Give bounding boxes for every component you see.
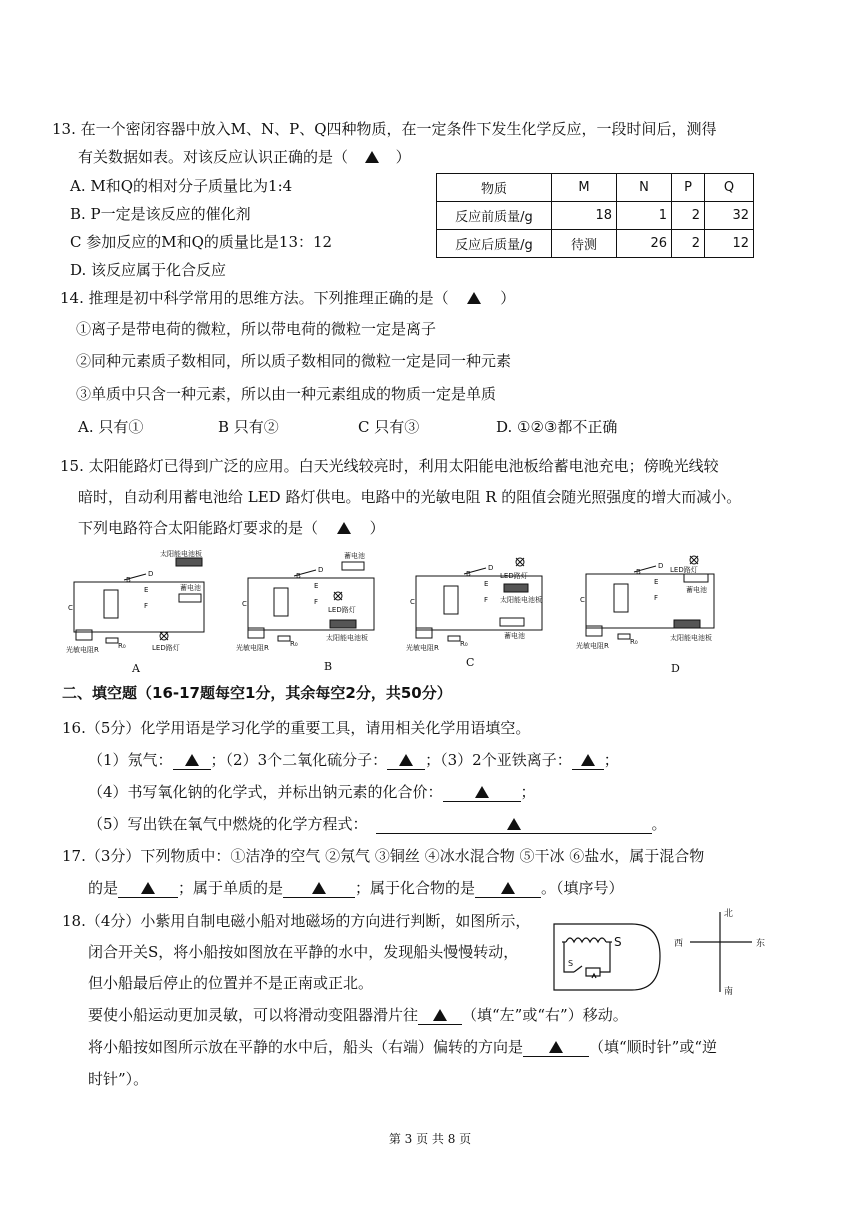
photoresistor-label: 光敏电阻R <box>576 642 609 650</box>
table-cell: 反应前质量/g <box>437 202 552 230</box>
led-label: LED路灯 <box>670 566 698 574</box>
terminal-f-label: F <box>144 602 149 610</box>
table-cell: 2 <box>672 202 705 230</box>
solar-panel-icon <box>674 620 700 628</box>
solar-panel-icon <box>330 620 356 628</box>
q16-part-5-label: （5）写出铁在氧气中燃烧的化学方程式： <box>88 815 368 833</box>
table-cell: 物质 <box>437 174 552 202</box>
compass-diagram <box>672 906 770 998</box>
table-cell: 2 <box>672 230 705 258</box>
circuit-diagram-b <box>234 548 384 666</box>
table-cell: Q <box>705 174 754 202</box>
q18-line2: 闭合开关S，将小船按如图放在平静的水中，发现船头慢慢转动， <box>88 943 519 961</box>
q14-option-a: A. 只有① <box>78 418 144 436</box>
terminal-b-label: B <box>296 572 301 580</box>
compass-north-label: 北 <box>724 909 734 919</box>
terminal-f-label: F <box>484 596 489 604</box>
q13-option-a: A. M和Q的相对分子质量比为1:4 <box>70 177 293 195</box>
q15-line3-end: ） <box>369 519 385 537</box>
table-row <box>437 202 754 230</box>
q16-part-4-end: ； <box>520 783 536 801</box>
q13-option-d: D. 该反应属于化合反应 <box>70 261 227 279</box>
terminal-e-label: E <box>144 586 149 594</box>
q15-line3-text: 下列电路符合太阳能路灯要求的是（ <box>78 519 319 537</box>
terminal-b-label: B <box>636 568 641 576</box>
table-cell: 待测 <box>552 230 617 258</box>
terminal-c-label: C <box>580 596 585 604</box>
answer-blank[interactable] <box>118 879 178 898</box>
table-cell: 1 <box>617 202 672 230</box>
terminal-c-label: C <box>68 604 73 612</box>
q16-part-5 <box>88 813 667 834</box>
terminal-e-label: E <box>314 582 319 590</box>
answer-triangle-icon <box>433 1009 447 1021</box>
resistor-r0-icon <box>618 634 630 639</box>
terminal-e-label: E <box>484 580 489 588</box>
answer-triangle-icon <box>312 882 326 894</box>
solar-panel-icon <box>176 558 202 566</box>
answer-triangle-icon <box>581 754 595 766</box>
boat-hull <box>554 924 660 990</box>
answer-triangle-icon <box>467 292 481 304</box>
q13-stem-line1: 13. 在一个密闭容器中放入M、N、P、Q四种物质，在一定条件下发生化学反应，一段时间后，测得 <box>52 120 717 138</box>
q16-part-4 <box>88 781 536 802</box>
terminal-b-label: B <box>466 570 471 578</box>
q14-option-c: C 只有③ <box>358 418 420 436</box>
q15-line3 <box>78 517 385 538</box>
q15-line2: 暗时，自动利用蓄电池给 LED 路灯供电。电路中的光敏电阻 R 的阻值会随光照强度的增大而减小。 <box>78 488 742 506</box>
solar-label: 太阳能电池板 <box>670 634 712 642</box>
electromagnetic-boat-diagram <box>552 916 664 998</box>
table-cell: 18 <box>552 202 617 230</box>
q18-line5-text: 将小船按如图所示放在平静的水中后，船头（右端）偏转的方向是 <box>88 1038 524 1056</box>
answer-triangle-icon <box>399 754 413 766</box>
electromagnet-icon <box>104 590 118 618</box>
q16-part-1-label: （1）氖气： <box>88 751 173 769</box>
q17-stem: 17.（3分）下列物质中：①洁净的空气 ②氖气 ③铜丝 ④冰水混合物 ⑤干冰 ⑥盐水，属于混合物 <box>62 847 705 865</box>
table-cell: N <box>617 174 672 202</box>
q17-answers <box>88 877 624 898</box>
circuit-a-caption: A <box>132 662 140 675</box>
answer-triangle-icon <box>507 818 521 830</box>
q13-stem-end: ） <box>395 148 411 166</box>
q17-end: 。（填序号） <box>541 879 624 897</box>
q18-line4-text: 要使小船运动更加灵敏，可以将滑动变阻器滑片往 <box>88 1006 419 1024</box>
section-title: 二、填空题（16-17题每空1分，其余每空2分，共50分） <box>62 684 452 702</box>
q18-line4 <box>88 1004 628 1025</box>
answer-blank[interactable] <box>475 879 541 898</box>
terminal-d-label: D <box>488 564 494 572</box>
q17-mixture-label: 的是 <box>88 879 119 897</box>
circuit-d-caption: D <box>671 662 680 675</box>
electromagnet-icon <box>274 588 288 616</box>
battery-icon <box>684 574 708 582</box>
q16-part-1-3 <box>88 749 619 770</box>
r0-label: R₀ <box>630 638 638 646</box>
q16-stem: 16.（5分）化学用语是学习化学的重要工具，请用相关化学用语填空。 <box>62 719 531 737</box>
q16-part-5-end: 。 <box>651 815 667 833</box>
terminal-f-label: F <box>314 598 319 606</box>
led-label: LED路灯 <box>500 572 528 580</box>
terminal-f-label: F <box>654 594 659 602</box>
photoresistor-label: 光敏电阻R <box>406 644 439 652</box>
answer-blank[interactable] <box>572 751 604 770</box>
table-header-row <box>437 174 754 202</box>
circuit-diagram-c <box>404 548 554 666</box>
switch-icon <box>574 966 582 972</box>
q14-option-d: D. ①②③都不正确 <box>496 418 618 436</box>
q13-stem-line2 <box>78 146 411 167</box>
battery-label: 蓄电池 <box>344 552 365 560</box>
coil-icon <box>566 938 606 942</box>
switch-s-label: S <box>568 959 574 968</box>
compass-south-label: 南 <box>724 987 734 997</box>
terminal-c-label: C <box>410 598 415 606</box>
table-cell: 26 <box>617 230 672 258</box>
table-cell: M <box>552 174 617 202</box>
circuit-diagram-a <box>64 548 214 666</box>
battery-icon <box>342 562 364 570</box>
r0-label: R₀ <box>118 642 126 650</box>
answer-blank[interactable] <box>173 751 211 770</box>
compass-west-label: 西 <box>674 939 684 949</box>
solar-label: 太阳能电池板 <box>500 596 542 604</box>
q13-stem-text: 有关数据如表。对该反应认识正确的是（ <box>78 148 349 166</box>
battery-icon <box>500 618 524 626</box>
answer-blank[interactable] <box>283 879 355 898</box>
battery-label: 蓄电池 <box>686 586 707 594</box>
table-row <box>437 230 754 258</box>
photoresistor-label: 光敏电阻R <box>236 644 269 652</box>
answer-blank[interactable] <box>376 815 652 834</box>
answer-blank[interactable] <box>523 1038 589 1057</box>
terminal-b-label: B <box>126 576 131 584</box>
q13-option-c: C 参加反应的M和Q的质量比是13：12 <box>70 233 333 251</box>
q16-part-3-end: ； <box>603 751 619 769</box>
answer-triangle-icon <box>185 754 199 766</box>
resistor-r0-icon <box>106 638 118 643</box>
compass-east-label: 东 <box>756 939 766 949</box>
resistor-r0-icon <box>448 636 460 641</box>
q14-item-2: ②同种元素质子数相同，所以质子数相同的微粒一定是同一种元素 <box>76 352 512 370</box>
q15-line1: 15. 太阳能路灯已得到广泛的应用。白天光线较亮时，利用太阳能电池板给蓄电池充电；傍晚光线较 <box>60 457 719 475</box>
answer-triangle-icon <box>141 882 155 894</box>
r0-label: R₀ <box>460 640 468 648</box>
q14-stem-end: ） <box>500 289 516 307</box>
answer-triangle-icon <box>501 882 515 894</box>
electromagnet-icon <box>444 586 458 614</box>
terminal-d-label: D <box>658 562 664 570</box>
led-label: LED路灯 <box>152 644 180 652</box>
answer-blank[interactable] <box>418 1006 462 1025</box>
answer-triangle-icon <box>549 1041 563 1053</box>
electromagnet-icon <box>614 584 628 612</box>
terminal-c-label: C <box>242 600 247 608</box>
terminal-d-label: D <box>148 570 154 578</box>
battery-label: 蓄电池 <box>504 632 525 640</box>
q14-stem-text: 14. 推理是初中科学常用的思维方法。下列推理正确的是（ <box>60 289 449 307</box>
circuit-b-caption: B <box>324 660 333 673</box>
circuit-diagram-d <box>574 548 724 666</box>
solar-label: 太阳能电池板 <box>160 550 202 558</box>
q13-data-table <box>436 173 754 258</box>
answer-triangle-icon <box>475 786 489 798</box>
q18-line3: 但小船最后停止的位置并不是正南或正北。 <box>88 974 374 992</box>
table-cell: 32 <box>705 202 754 230</box>
answer-triangle-icon <box>337 522 351 534</box>
table-cell: 反应后质量/g <box>437 230 552 258</box>
table-cell: 12 <box>705 230 754 258</box>
q16-part-2-label: ；（2）3个二氧化硫分子： <box>210 751 388 769</box>
page-footer: 第 3 页 共 8 页 <box>388 1132 472 1146</box>
photoresistor-label: 光敏电阻R <box>66 646 99 654</box>
q18-line5-hint: （填“顺时针”或“逆 <box>589 1038 718 1056</box>
boat-s-label: S <box>614 935 622 949</box>
q18-line1: 18.（4分）小紫用自制电磁小船对地磁场的方向进行判断，如图所示， <box>62 912 531 930</box>
q16-part-4-label: （4）书写氧化钠的化学式，并标出钠元素的化合价： <box>88 783 443 801</box>
terminal-d-label: D <box>318 566 324 574</box>
battery-icon <box>179 594 201 602</box>
q14-item-1: ①离子是带电荷的微粒，所以带电荷的微粒一定是离子 <box>76 320 437 338</box>
solar-panel-icon <box>504 584 528 592</box>
solar-label: 太阳能电池板 <box>326 634 368 642</box>
q16-part-3-label: ；（3）2个亚铁离子： <box>425 751 572 769</box>
table-cell: P <box>672 174 705 202</box>
battery-label: 蓄电池 <box>180 584 201 592</box>
answer-blank[interactable] <box>443 783 521 802</box>
r0-label: R₀ <box>290 640 298 648</box>
q14-stem <box>60 287 515 308</box>
resistor-r0-icon <box>278 636 290 641</box>
q17-compound-label: ；属于化合物的是 <box>355 879 476 897</box>
q13-option-b: B. P一定是该反应的催化剂 <box>70 205 251 223</box>
q18-line6: 时针”）。 <box>88 1070 149 1088</box>
q14-item-3: ③单质中只含一种元素，所以由一种元素组成的物质一定是单质 <box>76 385 497 403</box>
q18-line5 <box>88 1036 717 1057</box>
q17-element-label: ；属于单质的是 <box>178 879 284 897</box>
led-label: LED路灯 <box>328 606 356 614</box>
q18-line4-hint: （填“左”或“右”）移动。 <box>462 1006 628 1024</box>
answer-triangle-icon <box>365 151 379 163</box>
circuit-c-caption: C <box>466 656 475 669</box>
answer-blank[interactable] <box>387 751 425 770</box>
q14-option-b: B 只有② <box>218 418 279 436</box>
terminal-e-label: E <box>654 578 659 586</box>
